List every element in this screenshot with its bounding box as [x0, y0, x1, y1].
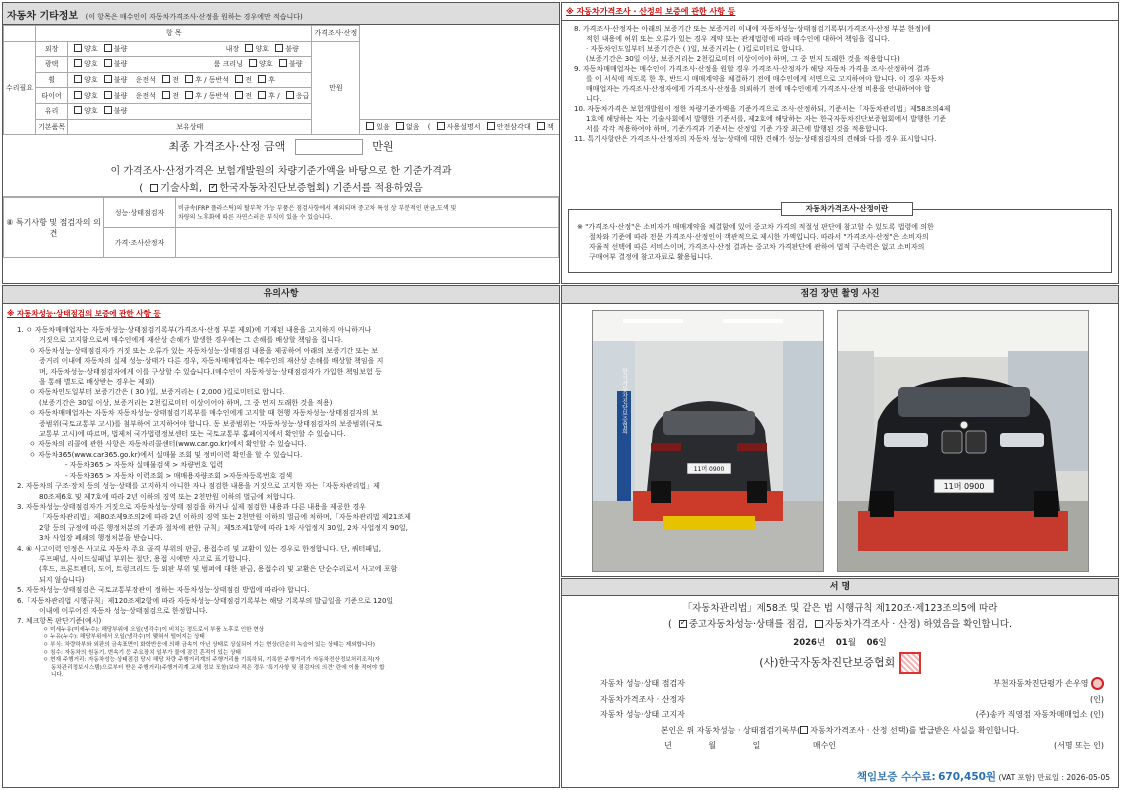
inspector-label: 성능·상태점검자	[104, 198, 176, 228]
rear-label: 후	[195, 76, 202, 85]
text-line: 며, 자동차성능·상태점검자에게 이를 구상할 수 있습니다.(매수인이 자동차성능·상태점검자가 가입한 책임보험 등	[39, 367, 382, 376]
text-line: ㅇ 부식: 차량하부와 외판의 금속표면이 화학반응에 의해 금속이 아닌 상태로 상실되어 가는 현상(단순히 녹슬어 있는 상태는 제외합니다)	[43, 641, 375, 648]
text-line: 거짓으로 고지함으로써 매수인에게 재산상 손해가 발생한 경우에는 그 손해를 배상할 책임을 집니다.	[39, 336, 343, 345]
confirm-paren: (	[668, 619, 672, 630]
text-line: 7. 체크항목 판단기준(예시)	[17, 617, 102, 626]
roomclean-bad-checkbox[interactable]	[279, 59, 287, 67]
photo-panel	[561, 285, 1119, 577]
text-line: 되지 않습니다)	[39, 575, 85, 584]
front-label: 전	[245, 91, 253, 100]
rear-label: 후	[268, 91, 276, 100]
issue-statement-a: 본인은 위 자동차성능 · 상태점검기록부(	[660, 725, 801, 735]
sign-month: 01	[835, 638, 848, 648]
month-unit: 월	[847, 638, 856, 648]
basic-items-label: 기본품목	[36, 119, 68, 135]
final-price-input[interactable]	[295, 139, 363, 155]
inspection-photo-rear	[592, 310, 824, 572]
front-label: 전	[245, 76, 253, 85]
buyer-label: 매수인	[812, 741, 837, 750]
text-line: 3. 자동차성능·상태점검자가 거짓으로 자동차성능·상태 점검을 하거나 실제 점검한 내용과 다른 내용을 제공한 경우	[17, 502, 366, 511]
text-line: 이내에 이루어진 자동차 성능·상태점검으로 한정합니다.	[39, 606, 208, 615]
tire-bad-checkbox[interactable]	[104, 91, 112, 99]
text-line: 10. 자동차가격은 보험개발원이 정한 차량기준가액을 기준가격으로 조사·산정하되, 기준서는「자동차관리법」제58조의4제	[574, 105, 951, 113]
text-line: 1. ㅇ 자동차매매업자는 자동차성능·상태점검기록부(가격조사·산정 부분 제외)에 기재된 내용을 고지하지 아니하거나	[17, 326, 372, 334]
passenger-label: / 동반석	[204, 91, 230, 100]
text-line: 2. 자동차의 구조·장치 등의 성능·상태를 고지하지 아니한 자나 점검한 내용을 거짓으로 고지한 자는「자동차관리법」제	[17, 482, 380, 491]
text-line: 매매업자는 가격조사·산정자에게 가격조사·산정을 의뢰하기 전에 매수인에게 가격조사·산정 비용을 안내하여야 합	[586, 85, 931, 93]
buyer-day-label: 일	[752, 741, 761, 750]
tire-emergency-checkbox[interactable]	[286, 91, 294, 99]
text-line: 1호에 해당하는 자는 기술사회에서 발행한 기준서를, 제2호에 해당하는 자는 한국자동차진단보증협회에서 발행한 기준	[586, 115, 947, 123]
tire-label: 타이어	[36, 88, 68, 104]
has-label: 있음	[376, 122, 390, 131]
performance-check-checkbox[interactable]	[679, 620, 687, 628]
etc-info-table: 항 목 가격조사·산정 수리필요 외장 양호 불량 내장 양호 불량 만원 광택 양호 불량 룸 크리닝 양호 불량 휠 양호 불량 운전석 전 후 / 동반석 전 후 타이어 양호 불량 운전석 전 후 / 동반석 전 후 / 응급 유리 양호 불량 기본품목 보유상태 있음 없음 ( 사용설명서 안전삼각대 잭	[3, 25, 560, 135]
etc-info-note: (이 항목은 매수인이 자동차가격조사·산정을 원하는 경우에만 적습니다)	[85, 13, 303, 21]
sign-text: 한국자동차진단보증협회	[620, 368, 628, 434]
text-line: 11. 특기사항란은 가격조사·산정자의 자동차 성능·상태에 대한 견해가 성능·상태점검자의 견해와 다를 경우 표시합니다.	[574, 135, 937, 143]
kada-checkbox[interactable]	[209, 184, 217, 192]
association-seal	[899, 652, 921, 674]
text-line: 증범위(국토교통부 고시)를 첨부하여 고지하여야 합니다. 동 보증범위는 '자동차성능·상태점검자의 보증범위(국토	[39, 419, 383, 428]
col-price-header: 가격조사·산정	[312, 26, 360, 42]
jack-checkbox[interactable]	[537, 122, 545, 130]
text-line: 적힌 내용에 허위 또는 오류가 있는 경우 계약 또는 관계법령에 따라 매수인에 대하여 책임을 집니다.	[586, 35, 890, 43]
text-line: 2항 등의 규정에 따른 행정처분의 기준과 절차에 관한 규칙」제5조제1항에 따라 1차 사업정지 30일, 2차 사업정지 90일,	[39, 523, 408, 532]
wheel-passenger-rear-checkbox[interactable]	[258, 75, 266, 83]
appraiser-sign-value: (인)	[1090, 694, 1104, 704]
text-line: 3차 사업장 폐쇄의 행정처분을 받습니다.	[39, 534, 163, 543]
wheel-driver-rear-checkbox[interactable]	[185, 75, 193, 83]
wheel-good-checkbox[interactable]	[74, 75, 82, 83]
special-notes-label: ⑧ 특기사항 및 점검자의 의견	[4, 198, 104, 258]
text-line: - 자동차365 > 자동차 실매물검색 > 차량번호 입력	[65, 461, 224, 470]
signature-title: 서 명	[562, 579, 1118, 596]
appraiser-sign-label: 자동차가격조사 · 산정자	[600, 694, 685, 704]
inspector-sign-label: 자동차 성능·상태 점검자	[600, 679, 685, 688]
manual-label: 사용설명서	[446, 122, 481, 131]
plate-number-front: 11머 0900	[943, 482, 985, 491]
text-line: ㅇ 자동차365(www.car365.go.kr)에서 실매물 조회 및 정비이력 확인을 할 수 있습니다.	[29, 450, 303, 459]
year-unit: 년	[816, 638, 826, 648]
tire-driver-rear-checkbox[interactable]	[185, 91, 193, 99]
guarantee-title: ※ 자동차가격조사 · 산정의 보증에 관한 사항 등	[562, 3, 1118, 21]
glass-label: 유리	[36, 103, 68, 119]
opt-good: 양호	[259, 60, 273, 69]
opt-bad: 불량	[113, 60, 128, 69]
text-line: ㅇ 자동차성능·상태점검자가 거짓 또는 오류가 있는 자동차성능·상태점검 내용을 제공하여 아래의 보증기간 또는 보	[29, 346, 378, 355]
triangle-checkbox[interactable]	[487, 122, 495, 130]
text-line: ㅇ 현재 주행거리: 자동차성능·상태점검 당시 해당 차량 주행거리계의 주행거리를 기록하되, 기록한 주행거리가 자동차전산정보처리조직(자	[43, 657, 380, 664]
appraiser-opinion[interactable]	[176, 228, 559, 258]
interior-good-checkbox[interactable]	[245, 44, 253, 52]
tech-society-checkbox[interactable]	[150, 184, 158, 192]
text-line: 증거리 이내에 자동차의 실제 성능·상태가 다른 경우, 자동차매매업자는 매수인의 재산상 손해를 배상할 책임을 지	[39, 357, 384, 366]
text-line: 니다.	[51, 672, 64, 679]
notifier-sign-value: (주)송카 직영점 자동차매매업소 (인)	[975, 710, 1104, 719]
text-line: 절차와 기준에 따라 전문 가격조사·산정인이 객관적으로 제시한 가액입니다. 따라서 "가격조사·산정"은 소비자의	[589, 233, 929, 241]
fee-line	[857, 769, 1110, 784]
text-line: ㅇ 자동차매매업자는 자동차 자동차성능·상태점검기록부를 매수인에게 고지할 때 현행 자동차성능·상태점검자의 보	[29, 409, 379, 418]
exterior-good-checkbox[interactable]	[74, 44, 82, 52]
text-line: (보증기간은 30일 이상, 보증거리는 2천킬로미터 이상이어야 하며, 그 중 먼저 도래한 것을 적용합니다)	[586, 55, 900, 63]
guarantee-list	[562, 21, 1118, 144]
gloss-label: 광택	[36, 57, 68, 73]
fee-value: 670,450원	[938, 771, 997, 783]
price-appraisal-checkbox[interactable]	[815, 620, 823, 628]
none-label: 없음	[406, 122, 420, 131]
vat-note: (VAT 포함)	[998, 773, 1035, 782]
text-line: 자율적 선택에 따른 서비스이며, 가격조사·산정 결과는 중고차 가격판단에 관하여 법적 구속력은 없고 소비자의	[589, 243, 925, 251]
opt-good: 양호	[84, 91, 98, 100]
confirm-performance-label: 중고자동차성능·상태를 점검,	[688, 619, 808, 630]
definition-title: 자동차가격조사·산정이란	[781, 202, 913, 216]
paren-open: (	[427, 122, 431, 131]
glass-good-checkbox[interactable]	[74, 106, 82, 114]
wheel-driver-front-checkbox[interactable]	[162, 75, 170, 83]
appraiser-label: 가격·조사산정자	[104, 228, 176, 258]
issue-statement-b: 자동차가격조사 · 산정 선택)를 발급받은 사실을 확인합니다.	[810, 725, 1020, 735]
gloss-bad-checkbox[interactable]	[104, 59, 112, 67]
opt-bad: 불량	[288, 60, 303, 69]
text-line: ㅇ 미세누유(미세누수): 해당부위에 오일(냉각수)이 비치는 정도로서 부품 노후로 인한 현상	[43, 626, 265, 633]
interior-label: 내장	[225, 44, 240, 53]
text-line: · 자동차인도일부터 보증기간은 ( )일, 보증거리는 ( )킬로미터로 합니다.	[586, 45, 804, 53]
etc-info-panel	[2, 2, 560, 284]
gloss-good-checkbox[interactable]	[74, 59, 82, 67]
criteria-list	[3, 627, 559, 680]
tech-society-label: 기술사회,	[160, 183, 203, 195]
caution-subtitle: ※ 자동차성능·상태점검의 보증에 관한 사항 등	[7, 309, 161, 318]
text-line: ㅇ 침수: 자동차의 원동기, 변속기 등 주요장치 일부가 물에 잠긴 흔적이 있는 상태	[43, 649, 241, 656]
text-line: 교통부 고시)에 따르며, 법제처 국가법령정보센터 또는 국토교통부 홈페이지에서 확인할 수 있습니다.	[39, 430, 346, 439]
none-checkbox[interactable]	[396, 122, 404, 130]
room-clean-label: 룸 크리닝	[213, 60, 243, 69]
text-line: ㅇ 누유(누수): 해당부위에서 오일(냉각수)이 맺혀서 떨어지는 상태	[43, 634, 205, 641]
buyer-month-label: 월	[708, 741, 717, 750]
etc-info-title: 자동차 기타정보	[7, 11, 79, 22]
signer-rows	[562, 674, 1118, 754]
text-line: 9. 자동차매매업자는 매수인이 가격조사·산정을 원할 경우 가격조사·산정자가 해당 자동차 가격을 조사·산정하여 결과	[574, 65, 930, 73]
sign-year: 2026	[793, 638, 817, 648]
text-line: 4. ⑥ 사고이력 인정은 사고로 자동차 주요 골격 부위의 판금, 용접수리 및 교환이 있는 경우로 한정합니다. 단, 쿼터패널,	[17, 544, 381, 553]
tire-good-checkbox[interactable]	[74, 91, 82, 99]
text-line: 6.「자동차관리법 시행규칙」제120조제2항에 따라 자동차성능·상태점검기록부는 해당 기록부의 발급일을 기준으로 120일	[17, 596, 394, 605]
definition-box	[568, 204, 1112, 273]
sign-date	[562, 636, 1118, 648]
rear-label: 후	[268, 76, 276, 85]
repair-needed-label: 수리필요	[4, 41, 36, 135]
opt-bad: 불량	[285, 44, 299, 53]
inspector-sign-value: 부천자동차진단평가 손우영	[993, 679, 1089, 688]
opt-bad: 불량	[113, 76, 128, 85]
tire-passenger-rear-checkbox[interactable]	[258, 91, 266, 99]
text-line: 서를 각각 적용하여야 하며, 기준가격과 기준서는 산정일 기준 가장 최근에 발행된 것을 적용합니다.	[586, 125, 888, 133]
opt-bad: 불량	[113, 44, 128, 53]
driver-label: 운전석	[135, 91, 156, 100]
issue-appraisal-checkbox[interactable]	[800, 726, 808, 734]
text-line: ㅇ 자동차인도일부터 보증기간은 ( 30 )일, 보증거리는 ( 2,000 )킬로미터로 합니다.	[29, 388, 285, 397]
wheel-bad-checkbox[interactable]	[104, 75, 112, 83]
inspector-seal	[1091, 677, 1104, 690]
exterior-label: 외장	[36, 41, 68, 57]
text-line: 를 이 서식에 적도록 한 후, 반드시 매매계약을 체결하기 전에 매수인에게 서면으로 고지하여야 합니다. 이 경우 자동차	[586, 75, 944, 83]
special-notes-table	[3, 197, 559, 258]
association-name: (사)한국자동차진단보증협회	[759, 656, 896, 669]
jack-label: 잭	[546, 122, 554, 131]
opt-bad: 불량	[113, 91, 128, 100]
text-line: 니다.	[586, 95, 602, 103]
text-line: 「자동차관리법」제80조제9조의2에 따라 2년 이하의 징역 또는 2천만원 이하의 벌금에 처하며,「자동차관리법 제21조제	[39, 513, 411, 522]
law-statement: 「자동차관리법」제58조 및 같은 법 시행규칙 제120조·제123조의5에 따라	[682, 603, 998, 614]
opt-good: 양호	[84, 44, 98, 53]
final-price-label: 최종 가격조사·산정 금액	[168, 140, 286, 154]
basis-paren: (	[139, 183, 144, 195]
caution-list	[3, 321, 559, 627]
text-line: 동차관리정보시스템)으로부터 받은 주행거리(주행거리계 교체 정보 포함)보다 적은 경우 '특기사항 및 점검자의 의견' 란에 이를 적어야 합	[51, 664, 385, 671]
guarantee-panel	[561, 2, 1119, 284]
sign-day: 06	[866, 638, 879, 648]
opt-good: 양호	[84, 107, 98, 116]
opt-bad: 불량	[113, 107, 128, 116]
text-line: 구매여부 결정에 참고자료로 활용됩니다.	[589, 253, 713, 261]
fee-label: 책임보증 수수료:	[856, 771, 936, 783]
wheel-label: 휠	[36, 72, 68, 88]
price-basis-line1: 이 가격조사·산정가격은 보험개발원의 차량기준가액을 바탕으로 한 기준가격과	[110, 166, 452, 178]
has-checkbox[interactable]	[366, 122, 374, 130]
interior-bad-checkbox[interactable]	[275, 44, 283, 52]
wheel-passenger-front-checkbox[interactable]	[235, 75, 243, 83]
definition-text	[569, 210, 1111, 262]
text-line: 80조제6호 및 제7호에 따라 2년 이하의 징역 또는 2천만원 이하의 벌금에 처합니다.	[39, 492, 296, 501]
photo-title: 점검 장면 촬영 사진	[562, 286, 1118, 304]
driver-label: 운전석	[135, 76, 156, 85]
price-unit: 만원	[312, 41, 360, 135]
text-line: 8. 가격조사·산정자는 아래의 보증기간 또는 보증거리 이내에 자동차성능·상태점검기록부(가격조사·산정 부분 한정)에	[574, 25, 931, 33]
confirm-appraisal-label: 자동차가격조사 · 산정) 하였음을 확인합니다.	[824, 619, 1012, 630]
text-line: (보증기간은 30일 이상, 보증거리는 2천킬로미터 이상이어야 하며, 그 중 먼저 도래한 것을 적용)	[39, 398, 333, 407]
text-line: ㅇ 자동차의 리콜에 관한 사항은 자동차리콜센터(www.car.go.kr)에서 확인할 수 있습니다.	[29, 440, 307, 449]
possess-status-label: 보유상태	[68, 119, 312, 135]
text-line: 을 통해 별도로 배상받는 경우는 제외)	[39, 378, 155, 387]
notifier-sign-label: 자동차 성능·상태 고지자	[600, 710, 685, 719]
final-price-unit: 만원	[372, 140, 394, 154]
text-line: 5. 자동차성능·상태점검은 국토교통부장관이 정하는 자동차성능·상태점검 방법에 따라야 합니다.	[17, 586, 310, 595]
tire-driver-front-checkbox[interactable]	[162, 91, 170, 99]
tire-passenger-front-checkbox[interactable]	[235, 91, 243, 99]
car-rear-image	[593, 311, 824, 572]
opt-good: 양호	[255, 44, 269, 53]
text-line: 루프패널, 사이드실패널 부위는 절단, 용접 시에만 사고로 표기합니다.	[39, 554, 251, 563]
day-unit: 일	[878, 638, 887, 648]
expiry-date: 만료일 : 2026-05-05	[1037, 773, 1110, 782]
caution-title: 유의사항	[3, 286, 559, 304]
opt-good: 양호	[84, 60, 98, 69]
passenger-label: / 동반석	[204, 76, 230, 85]
exterior-bad-checkbox[interactable]	[104, 44, 112, 52]
opt-good: 양호	[84, 76, 98, 85]
signature-panel	[561, 578, 1119, 788]
inspector-opinion: 비금속(FRP 플라스틱)의 탈부착 가능 부품은 점검사항에서 제외되며 중고차 특성 상 부분적인 판금,도색 및 차량의 노후화에 따른 자연스러운 부식이 있을 수 있습니다.	[176, 198, 559, 228]
buyer-sign-placeholder[interactable]: (서명 또는 인)	[1054, 741, 1104, 750]
rear-label: 후	[195, 91, 202, 100]
plate-number-rear: 11머 0900	[693, 466, 725, 473]
text-line: (후드, 프론트펜더, 도어, 트렁크리드 등 외판 부위 및 범퍼에 대한 판금, 용접수리 및 교환은 단순수리로서 사고에 포함	[39, 565, 398, 574]
final-price-section	[3, 135, 559, 197]
car-front-image	[838, 311, 1089, 572]
triangle-label: 안전삼각대	[496, 122, 531, 131]
text-line: ※ "가격조사·산정"은 소비자가 매매계약을 체결함에 있어 중고차 가격의 적절성 판단에 참고할 수 있도록 법령에 의한	[577, 223, 934, 231]
manual-checkbox[interactable]	[437, 122, 445, 130]
text-line: - 자동차365 > 자동차 이력조회 > 매매용자량조회 >자동차등록번호 검색	[65, 471, 293, 480]
etc-info-header	[3, 3, 559, 25]
kada-label: 한국자동차진단보증협회) 기준서를 적용하였음	[219, 183, 423, 195]
front-label: 전	[172, 91, 179, 100]
col-item-header: 항 목	[36, 26, 312, 42]
roomclean-good-checkbox[interactable]	[249, 59, 257, 67]
glass-bad-checkbox[interactable]	[104, 106, 112, 114]
caution-panel	[2, 285, 560, 788]
emergency-label: 응급	[295, 91, 310, 100]
buyer-year-label: 년	[664, 741, 672, 750]
inspection-photo-front	[837, 310, 1089, 572]
front-label: 전	[172, 76, 179, 85]
